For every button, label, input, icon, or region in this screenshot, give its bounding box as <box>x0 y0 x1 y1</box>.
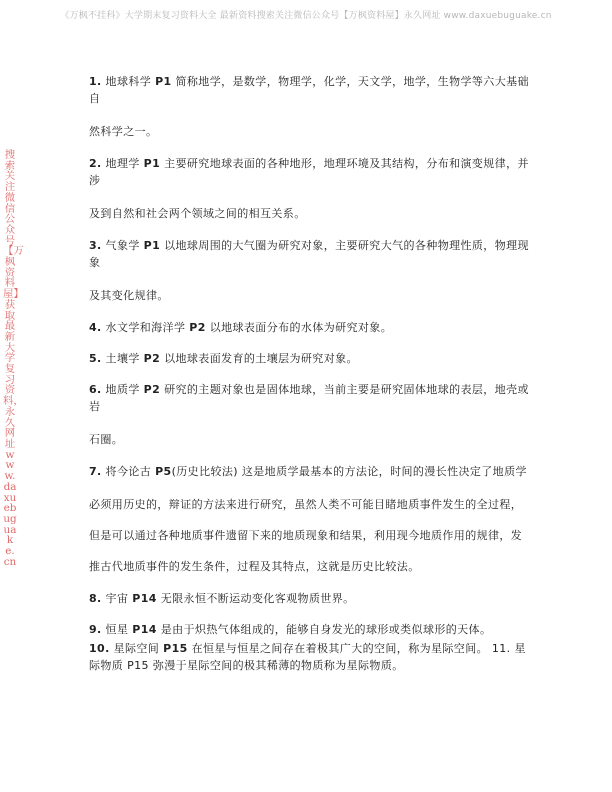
para-8: 8. 宇宙 P14 无限永恒不断运动变化客观物质世界。 <box>89 592 355 605</box>
para-5: 5. 土壤学 P2 以地球表面发育的土壤层为研究对象。 <box>89 352 358 365</box>
document-body <box>89 73 529 674</box>
para-7-line-1: 7. 将今论古 P5(历史比较法) 这是地质学最基本的方法论，时间的漫长性决定了地质学 <box>89 465 527 478</box>
para-9: 9. 恒星 P14 是由于炽热气体组成的，能够自身发光的球形或类似球形的天体。 <box>89 623 492 636</box>
page-header-watermark: 《万枫不挂科》大学期末复习资料大全 最新资料搜索关注微信公众号【万枫资料屋】永久网址 www.daxuebuguake.cn <box>60 11 552 21</box>
para-7-line-4: 推古代地质事件的发生条件，过程及其特点，这就是历史比较法。 <box>89 560 420 573</box>
para-3-line-1: 3. 气象学 P1 以地球周围的大气圈为研究对象，主要研究大气的各种物理性质，物理现象 <box>89 239 529 269</box>
para-1-line-2: 然科学之一。 <box>89 125 158 138</box>
para-10-11: 10. 星际空间 P15 在恒星与恒星之间存在着极其广大的空间，称为星际空间。 11. 星际物质 P15 弥漫于星际空间的极其稀薄的物质称为星际物质。 <box>89 642 526 672</box>
para-3-line-2: 及其变化规律。 <box>89 289 169 302</box>
para-7-line-2: 必须用历史的，辩证的方法来进行研究，虽然人类不可能目睹地质事件发生的全过程， <box>89 498 523 511</box>
para-6-line-1: 6. 地质学 P2 研究的主题对象也是固体地球，当前主要是研究固体地球的表层，地壳或岩 <box>89 383 529 413</box>
para-4: 4. 水文学和海洋学 P2 以地球表面分布的水体为研究对象。 <box>89 321 393 334</box>
para-1-line-1: 1. 地球科学 P1 简称地学，是数学，物理学，化学，天文学，地学，生物学等六大基础自 <box>89 75 529 105</box>
para-2-line-1: 2. 地理学 P1 主要研究地球表面的各种地形，地理环境及其结构，分布和演变规律，并涉 <box>89 157 529 187</box>
sidebar-watermark: 搜索关注微信公众号【万枫资料屋】获取最新大学复习资料，永久网址www.daxuebuguake.cn <box>3 149 24 568</box>
para-2-line-2: 及到自然和社会两个领域之间的相互关系。 <box>89 207 306 220</box>
para-7-line-3: 但是可以通过各种地质事件遗留下来的地质现象和结果，利用现今地质作用的规律，发 <box>89 529 523 542</box>
para-6-line-2: 石圈。 <box>89 433 124 446</box>
